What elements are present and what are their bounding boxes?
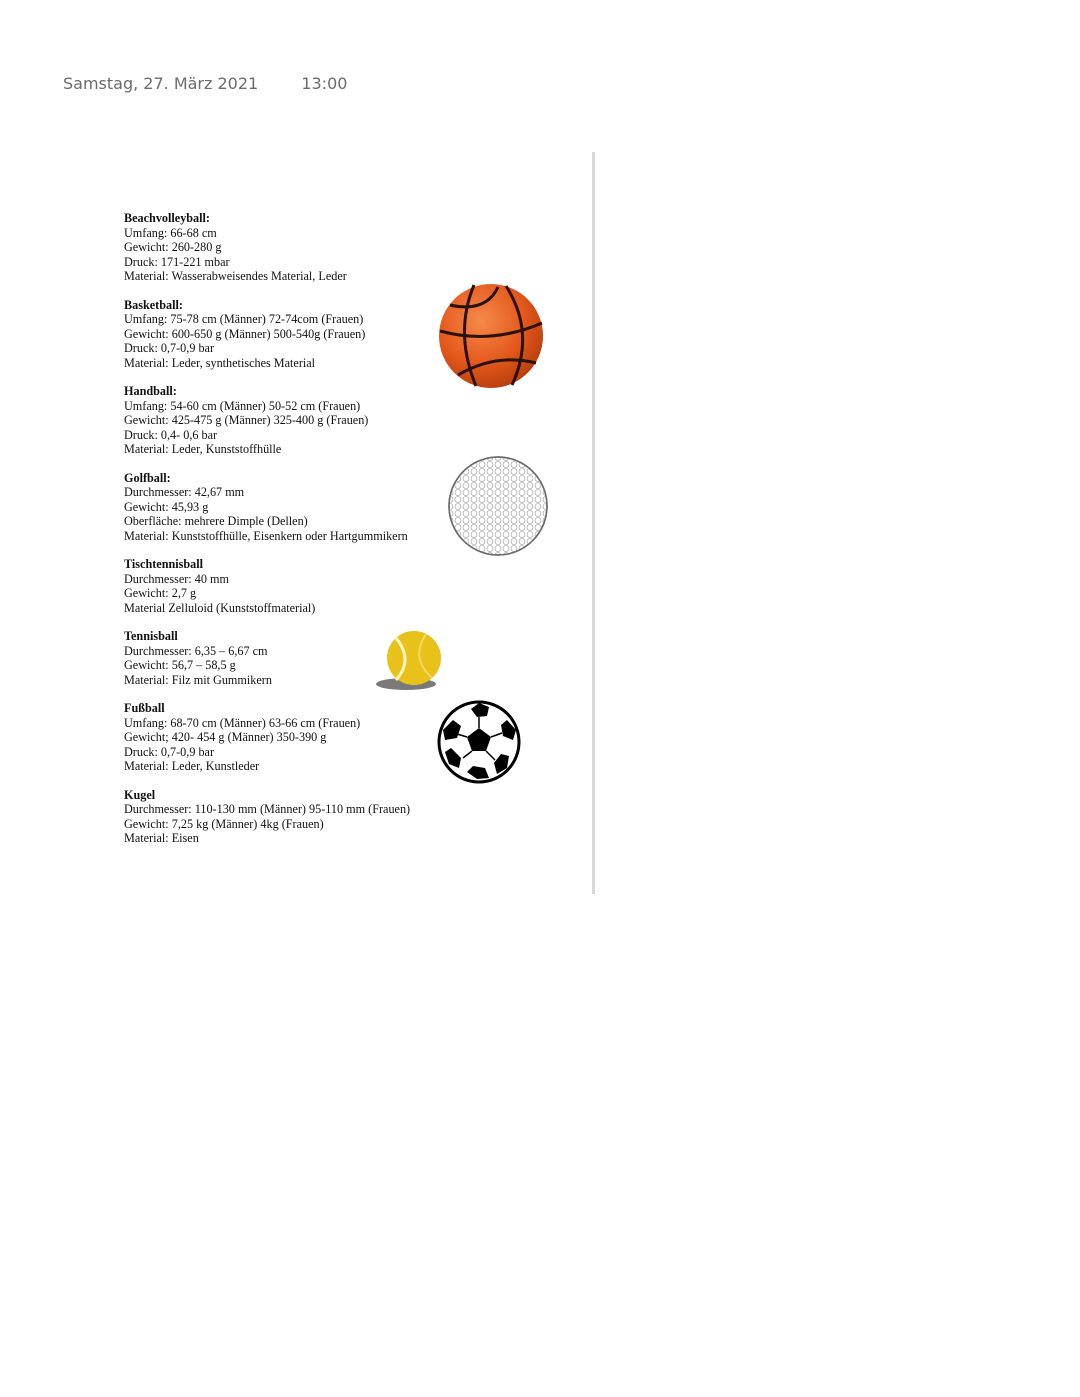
ball-property: Druck: 0,7-0,9 bar [124, 744, 215, 759]
ball-property: Material: Leder, Kunststoffhülle [124, 442, 282, 456]
golfball-icon [446, 454, 550, 558]
note-header [63, 74, 347, 93]
soccerball-icon [437, 700, 521, 784]
ball-property: Druck: 0,7-0,9 bar [124, 341, 215, 355]
ball-entry [124, 211, 454, 284]
ball-property: Material: Eisen [124, 831, 199, 845]
ball-entry [124, 384, 454, 457]
ball-title: Handball: [124, 384, 177, 398]
ball-property: Gewicht; 420- 454 g (Männer) 350-390 g [124, 730, 327, 744]
ball-property: Material: Filz mit Gummikern [124, 672, 272, 687]
ball-property: Material Zelluloid (Kunststoffmaterial) [124, 600, 316, 615]
ball-title: Tennisball [124, 629, 178, 643]
note-time: 13:00 [301, 74, 348, 93]
ball-title: Kugel [124, 787, 156, 802]
ball-title: Beachvolleyball: [124, 211, 210, 225]
tennisball-icon [374, 628, 446, 694]
ball-property: Umfang: 68-70 cm (Männer) 63-66 cm (Frauen) [124, 715, 361, 730]
ball-property: Oberfläche: mehrere Dimple (Dellen) [124, 514, 308, 528]
ball-property: Gewicht: 45,93 g [124, 499, 209, 514]
ball-entry [124, 298, 454, 371]
ball-entry [124, 557, 454, 615]
ball-entry [124, 701, 454, 774]
ball-property: Durchmesser: 6,35 – 6,67 cm [124, 643, 268, 658]
ball-title: Fußball [124, 701, 165, 715]
ball-property: Durchmesser: 42,67 mm [124, 485, 245, 499]
ball-property: Umfang: 75-78 cm (Männer) 72-74com (Frauen) [124, 312, 364, 326]
ball-property: Material: Wasserabweisendes Material, Leder [124, 269, 347, 283]
ball-property: Umfang: 54-60 cm (Männer) 50-52 cm (Frauen) [124, 398, 361, 413]
ball-entry [124, 471, 454, 544]
ball-property: Druck: 0,4- 0,6 bar [124, 427, 218, 442]
ball-property: Gewicht: 2,7 g [124, 586, 197, 600]
ball-property: Durchmesser: 110-130 mm (Männer) 95-110 mm (Frauen) [124, 802, 411, 816]
ball-property: Material: Leder, Kunstleder [124, 759, 260, 773]
ball-list [124, 211, 454, 860]
ball-title: Basketball: [124, 297, 183, 312]
ball-title: Tischtennisball [124, 557, 204, 571]
ball-property: Umfang: 66-68 cm [124, 225, 217, 240]
ball-property: Material: Kunststoffhülle, Eisenkern oder Hartgummikern [124, 528, 408, 543]
ball-property: Gewicht: 600-650 g (Männer) 500-540g (Frauen) [124, 326, 366, 341]
ball-property: Gewicht: 425-475 g (Männer) 325-400 g (Frauen) [124, 413, 369, 427]
page-divider [592, 152, 595, 894]
ball-property: Gewicht: 56,7 – 58,5 g [124, 658, 236, 672]
ball-entry [124, 788, 454, 846]
ball-property: Gewicht: 260-280 g [124, 240, 222, 254]
note-date: Samstag, 27. März 2021 [63, 74, 259, 93]
basketball-icon [436, 283, 546, 389]
ball-property: Gewicht: 7,25 kg (Männer) 4kg (Frauen) [124, 816, 324, 831]
ball-property: Material: Leder, synthetisches Material [124, 355, 316, 370]
ball-title: Golfball: [124, 470, 171, 485]
ball-property: Durchmesser: 40 mm [124, 571, 229, 586]
ball-property: Druck: 171-221 mbar [124, 254, 230, 269]
